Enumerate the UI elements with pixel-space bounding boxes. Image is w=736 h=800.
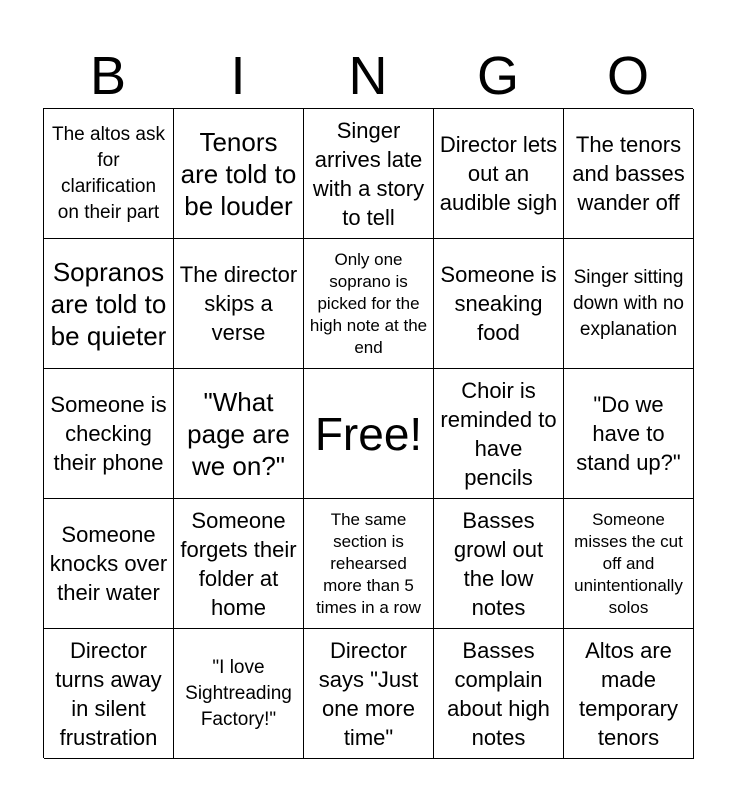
cell-text: Basses complain about high notes: [447, 637, 550, 750]
bingo-cell[interactable]: [564, 629, 694, 759]
bingo-cell[interactable]: [44, 369, 174, 499]
bingo-cell[interactable]: [44, 499, 174, 629]
cell-text: Basses growl out the low notes: [453, 507, 544, 620]
header-letter-b: B: [89, 46, 127, 106]
cell-text: Only one soprano is picked for the high note at the end: [309, 249, 428, 357]
cell-text: "Do we have to stand up?": [576, 392, 681, 475]
bingo-cell[interactable]: [174, 629, 304, 759]
header-letter-n: N: [348, 46, 388, 106]
bingo-cell[interactable]: [174, 239, 304, 369]
bingo-cell[interactable]: [44, 239, 174, 369]
bingo-cell[interactable]: [434, 239, 564, 369]
bingo-cell[interactable]: [434, 499, 564, 629]
header-letter-o: O: [606, 46, 649, 106]
bingo-cell[interactable]: [564, 369, 694, 499]
bingo-cell[interactable]: [564, 109, 694, 239]
bingo-cell[interactable]: [304, 499, 434, 629]
bingo-cell[interactable]: [434, 109, 564, 239]
cell-text: The same section is rehearsed more than 5 times in a row: [316, 509, 421, 617]
bingo-cell[interactable]: [44, 109, 174, 239]
bingo-cell[interactable]: [174, 109, 304, 239]
free-space-cell[interactable]: [304, 369, 434, 499]
bingo-cell[interactable]: [564, 499, 694, 629]
cell-text: The director skips a verse: [179, 262, 298, 345]
cell-text: Singer sitting down with no explanation: [573, 266, 684, 340]
cell-text: "What page are we on?": [187, 386, 290, 481]
header-letter-g: G: [476, 46, 519, 106]
bingo-cell[interactable]: [174, 369, 304, 499]
cell-text: Choir is reminded to have pencils: [440, 377, 557, 490]
cell-text: Someone misses the cut off and unintentionally solos: [574, 509, 683, 617]
cell-text: Director turns away in silent frustration: [55, 637, 162, 750]
cell-text: Sopranos are told to be quieter: [50, 256, 167, 351]
header-letter-i: I: [230, 46, 246, 106]
cell-text: Director lets out an audible sigh: [439, 132, 558, 215]
cell-text: Altos are made temporary tenors: [578, 637, 679, 750]
bingo-header: [43, 44, 693, 108]
bingo-cell[interactable]: [44, 629, 174, 759]
cell-text: Tenors are told to be louder: [180, 126, 297, 221]
bingo-cell[interactable]: [564, 239, 694, 369]
bingo-cell[interactable]: [434, 629, 564, 759]
bingo-cell[interactable]: [304, 109, 434, 239]
cell-text: Someone is checking their phone: [50, 392, 167, 475]
bingo-cell[interactable]: [174, 499, 304, 629]
cell-text: The tenors and basses wander off: [572, 132, 685, 215]
cell-text: Singer arrives late with a story to tell: [312, 117, 425, 230]
bingo-cell[interactable]: [304, 629, 434, 759]
cell-text: "I love Sightreading Factory!": [185, 656, 292, 730]
cell-text: Director says "Just one more time": [318, 637, 419, 750]
bingo-cell[interactable]: [434, 369, 564, 499]
cell-text: The altos ask for clarification on their part: [52, 123, 165, 223]
cell-text: Someone is sneaking food: [440, 262, 557, 345]
bingo-cell[interactable]: [304, 239, 434, 369]
bingo-board: [43, 108, 693, 758]
cell-text: Someone forgets their folder at home: [180, 507, 297, 620]
cell-text: Someone knocks over their water: [49, 522, 168, 605]
free-space-text: Free!: [314, 407, 423, 460]
